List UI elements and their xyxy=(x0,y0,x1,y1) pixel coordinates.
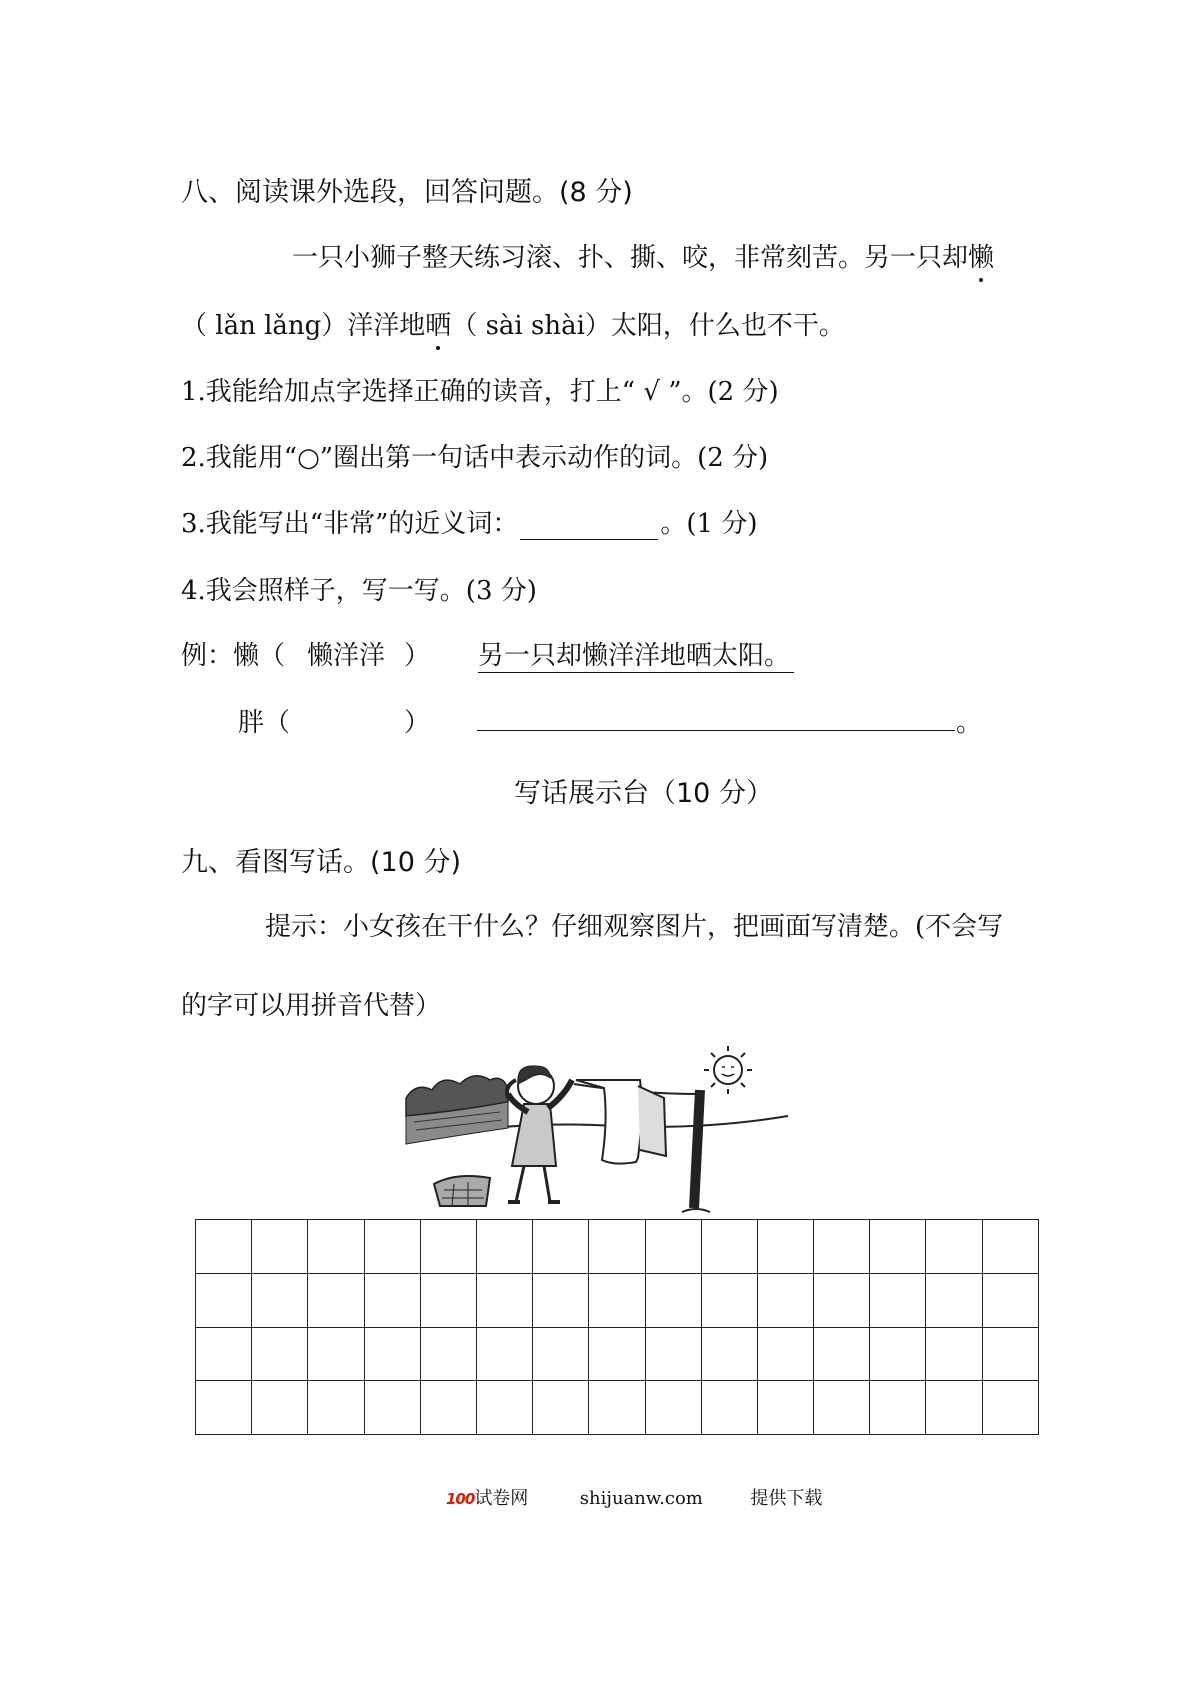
grid-cell[interactable] xyxy=(252,1220,308,1274)
grid-cell[interactable] xyxy=(196,1220,252,1274)
grid-cell[interactable] xyxy=(701,1220,757,1274)
passage-line2-b: （ sài shài）太阳，什么也不干。 xyxy=(451,311,845,341)
passage-line2-a: （ lǎn lǎng）洋洋地 xyxy=(181,311,426,341)
section8-title: 八、阅读课外选段，回答问题。(8 分) xyxy=(181,177,633,208)
grid-cell[interactable] xyxy=(589,1220,645,1274)
grid-cell[interactable] xyxy=(926,1220,982,1274)
grid-cell[interactable] xyxy=(814,1220,870,1274)
practice-sentence-blank[interactable] xyxy=(477,730,955,731)
grid-cell[interactable] xyxy=(533,1273,589,1327)
grid-cell[interactable] xyxy=(476,1381,532,1435)
question-3-text: 3.我能写出“非常”的近义词： xyxy=(181,509,519,539)
dotted-char-lan: 懒 xyxy=(968,237,994,274)
grid-cell[interactable] xyxy=(926,1273,982,1327)
grid-cell[interactable] xyxy=(364,1327,420,1381)
girl-drying-clothes-illustration xyxy=(404,1040,790,1223)
writing-section-header: 写话展示台（10 分） xyxy=(514,778,773,809)
grid-cell[interactable] xyxy=(308,1273,364,1327)
hint-line1: 提示：小女孩在干什么？仔细观察图片，把画面写清楚。(不会写 xyxy=(265,912,1004,942)
grid-cell[interactable] xyxy=(196,1381,252,1435)
grid-cell[interactable] xyxy=(701,1381,757,1435)
grid-cell[interactable] xyxy=(757,1220,813,1274)
example-prefix: 例：懒（ xyxy=(181,641,286,671)
grid-cell[interactable] xyxy=(476,1327,532,1381)
grid-cell[interactable] xyxy=(870,1220,926,1274)
question-4: 4.我会照样子，写一写。(3 分) xyxy=(181,576,537,606)
grid-cell[interactable] xyxy=(926,1327,982,1381)
writing-grid[interactable] xyxy=(195,1219,1039,1435)
site-logo: 100 xyxy=(446,1490,475,1508)
grid-cell[interactable] xyxy=(589,1381,645,1435)
grid-cell[interactable] xyxy=(814,1327,870,1381)
hint-line2: 的字可以用拼音代替） xyxy=(181,991,442,1021)
footer-domain[interactable]: shijuanw.com xyxy=(579,1488,703,1509)
synonym-blank[interactable] xyxy=(520,511,658,540)
grid-cell[interactable] xyxy=(364,1220,420,1274)
grid-cell[interactable] xyxy=(196,1273,252,1327)
example-sentence: 另一只却懒洋洋地晒太阳。 xyxy=(478,635,794,673)
grid-cell[interactable] xyxy=(533,1220,589,1274)
grid-cell[interactable] xyxy=(814,1381,870,1435)
grid-cell[interactable] xyxy=(645,1220,701,1274)
grid-cell[interactable] xyxy=(308,1220,364,1274)
passage-line1 xyxy=(292,237,994,274)
grid-cell[interactable] xyxy=(196,1327,252,1381)
grid-cell[interactable] xyxy=(926,1381,982,1435)
grid-cell[interactable] xyxy=(982,1327,1038,1381)
grid-cell[interactable] xyxy=(252,1273,308,1327)
question-2: 2.我能用“○”圈出第一句话中表示动作的词。(2 分) xyxy=(181,443,769,473)
grid-cell[interactable] xyxy=(420,1220,476,1274)
grid-row xyxy=(196,1381,1039,1435)
grid-cell[interactable] xyxy=(701,1273,757,1327)
grid-row xyxy=(196,1327,1039,1381)
grid-cell[interactable] xyxy=(252,1381,308,1435)
grid-cell[interactable] xyxy=(364,1381,420,1435)
grid-cell[interactable] xyxy=(870,1273,926,1327)
grid-cell[interactable] xyxy=(308,1381,364,1435)
grid-cell[interactable] xyxy=(364,1273,420,1327)
grid-cell[interactable] xyxy=(814,1273,870,1327)
footer-download-note: 提供下载 xyxy=(750,1488,823,1509)
grid-cell[interactable] xyxy=(420,1381,476,1435)
footer-site-name: 试卷网 xyxy=(474,1488,529,1509)
grid-cell[interactable] xyxy=(757,1327,813,1381)
grid-cell[interactable] xyxy=(476,1273,532,1327)
question-3 xyxy=(181,503,758,540)
footer xyxy=(446,1484,822,1510)
grid-cell[interactable] xyxy=(982,1381,1038,1435)
grid-cell[interactable] xyxy=(645,1273,701,1327)
grid-cell[interactable] xyxy=(701,1327,757,1381)
dotted-char-shai: 晒 xyxy=(425,305,451,342)
passage-line1-text: 一只小狮子整天练习滚、扑、撕、咬，非常刻苦。另一只却 xyxy=(292,243,969,273)
grid-cell[interactable] xyxy=(645,1381,701,1435)
grid-cell[interactable] xyxy=(589,1327,645,1381)
grid-cell[interactable] xyxy=(757,1381,813,1435)
example-close-paren: ） xyxy=(404,641,431,671)
grid-cell[interactable] xyxy=(308,1327,364,1381)
grid-cell[interactable] xyxy=(533,1327,589,1381)
grid-cell[interactable] xyxy=(476,1220,532,1274)
writing-grid-table[interactable] xyxy=(195,1219,1039,1435)
practice-close-paren: ） xyxy=(404,708,431,738)
grid-cell[interactable] xyxy=(757,1273,813,1327)
grid-cell[interactable] xyxy=(982,1273,1038,1327)
question-1: 1.我能给加点字选择正确的读音，打上“ √ ”。(2 分) xyxy=(181,377,779,407)
practice-prefix: 胖（ xyxy=(238,708,291,738)
section9-title: 九、看图写话。(10 分) xyxy=(181,847,462,878)
grid-cell[interactable] xyxy=(420,1273,476,1327)
grid-cell[interactable] xyxy=(420,1327,476,1381)
example-word: 懒洋洋 xyxy=(307,641,386,671)
practice-end-mark: 。 xyxy=(956,708,983,738)
grid-cell[interactable] xyxy=(870,1327,926,1381)
grid-row xyxy=(196,1220,1039,1274)
grid-cell[interactable] xyxy=(982,1220,1038,1274)
grid-cell[interactable] xyxy=(252,1327,308,1381)
grid-cell[interactable] xyxy=(533,1381,589,1435)
passage-line2 xyxy=(181,305,845,342)
grid-cell[interactable] xyxy=(645,1327,701,1381)
grid-cell[interactable] xyxy=(870,1381,926,1435)
grid-row xyxy=(196,1273,1039,1327)
question-3-tail: 。(1 分) xyxy=(660,509,758,539)
grid-cell[interactable] xyxy=(589,1273,645,1327)
